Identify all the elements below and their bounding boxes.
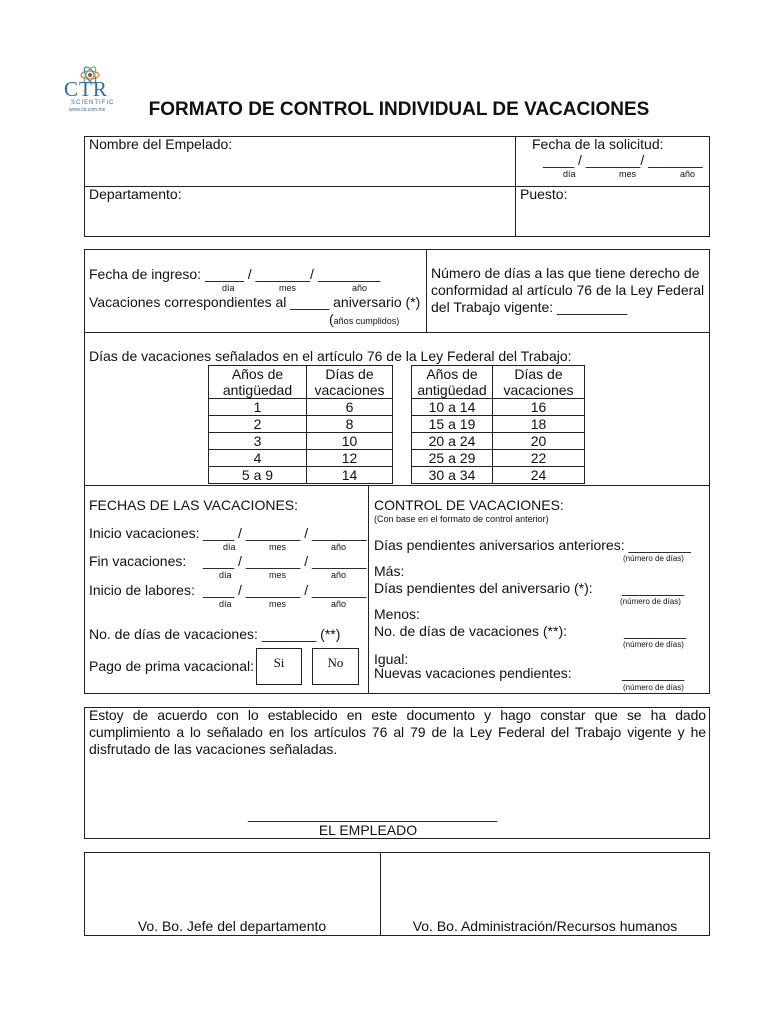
new-pending-field[interactable]: ________	[622, 665, 685, 681]
end-date-label: Fin vacaciones:	[89, 553, 187, 569]
divider	[426, 249, 427, 332]
bonus-no-checkbox[interactable]	[312, 648, 359, 685]
menos-label: Menos:	[374, 606, 420, 622]
table-cell-days: 8	[307, 416, 393, 433]
number-of-days-note: (número de días)	[623, 554, 684, 563]
dept-head-signature-area[interactable]	[86, 854, 378, 916]
date-label-month: mes	[269, 570, 287, 580]
request-date-field[interactable]: ____ / _______/ _______	[543, 152, 703, 168]
employee-signature-label: EL EMPLEADO	[318, 822, 418, 838]
logo-brand: CTR	[64, 77, 108, 101]
control-vacation-days-label: No. de días de vacaciones (**):	[374, 623, 567, 639]
pending-anniversary-label: Días pendientes del aniversario (*):	[374, 580, 593, 596]
table-row	[412, 399, 585, 416]
agreement-line-3: disfrutado de las vacaciones señaladas.	[89, 741, 338, 757]
control-vacation-days-field[interactable]: ________	[624, 623, 687, 639]
date-label-year: año	[331, 570, 347, 580]
header-years: Años de antigüedad	[412, 366, 493, 399]
return-date-label: Inicio de labores:	[89, 582, 195, 598]
igual-label: Igual:	[374, 651, 409, 667]
date-label-month: mes	[269, 542, 287, 552]
divider	[368, 485, 369, 694]
table-cell-years: 10 a 14	[412, 399, 493, 416]
table-row	[412, 450, 585, 467]
employee-signature-line[interactable]: ________________________________	[248, 806, 498, 822]
hr-signature-area[interactable]	[383, 854, 708, 916]
header-days: Días de vacaciones	[493, 366, 585, 399]
date-label-year: año	[331, 542, 347, 552]
end-date-field[interactable]: ____ / _______ / _______	[203, 553, 367, 569]
agreement-line-1: Estoy de acuerdo con lo establecido en este documento y hago constar que se ha dado	[89, 707, 706, 723]
dept-head-approval-label: Vo. Bo. Jefe del departamento	[137, 918, 327, 934]
entitled-days-line-1: Número de días a las que tiene derecho de	[431, 265, 700, 281]
divider	[84, 485, 710, 486]
pending-anniversary-field[interactable]: ________	[622, 580, 685, 596]
table-row	[412, 467, 585, 484]
vacation-dates-title: FECHAS DE LAS VACACIONES:	[89, 497, 299, 513]
date-label-month: mes	[279, 283, 297, 293]
return-date-field[interactable]: ____ / _______ / _______	[203, 582, 367, 598]
table-cell-years: 2	[209, 416, 307, 433]
table-cell-years: 25 a 29	[412, 450, 493, 467]
table-cell-years: 20 a 24	[412, 433, 493, 450]
date-label-day: día	[563, 169, 576, 179]
department-label: Departamento:	[89, 186, 182, 202]
table-cell-days: 18	[493, 416, 585, 433]
date-label-month: mes	[269, 599, 287, 609]
entry-date-field[interactable]: Fecha de ingreso: _____ / _______/ ________	[89, 266, 381, 282]
start-date-field[interactable]: ____ / _______ / _______	[203, 525, 367, 541]
vacations-anniversary-field[interactable]: Vacaciones correspondientes al _____ aniversario (*)	[89, 294, 421, 310]
vacation-control-subtitle: (Con base en el formato de control anterior)	[374, 514, 549, 524]
date-label-day: día	[223, 542, 236, 552]
logo-url: www.ctr.com.mx	[69, 107, 106, 113]
date-label-year: año	[680, 169, 696, 179]
vacation-law-table-right	[411, 365, 585, 484]
anniversary-note-text: años cumplidos)	[333, 316, 400, 326]
table-cell-days: 16	[493, 399, 585, 416]
table-cell-years: 15 a 19	[412, 416, 493, 433]
table-cell-years: 3	[209, 433, 307, 450]
employee-name-field[interactable]	[86, 154, 514, 184]
table-header-row	[412, 366, 585, 399]
table-cell-days: 14	[307, 467, 393, 484]
table-cell-days: 24	[493, 467, 585, 484]
bonus-no-label: No	[327, 655, 344, 670]
vacation-days-field[interactable]: No. de días de vacaciones: _______ (**)	[89, 626, 341, 642]
vacation-control-title: CONTROL DE VACACIONES:	[374, 497, 564, 513]
position-label: Puesto:	[520, 186, 568, 202]
divider	[84, 332, 710, 333]
anniversary-note-open: (	[329, 311, 334, 327]
header-days: Días de vacaciones	[307, 366, 393, 399]
mas-label: Más:	[374, 563, 405, 579]
law-days-intro: Días de vacaciones señalados en el artículo 76 de la Ley Federal del Trabajo:	[89, 348, 572, 364]
table-row	[209, 416, 393, 433]
number-of-days-note: (número de días)	[620, 597, 681, 606]
date-label-day: día	[219, 599, 232, 609]
number-of-days-note: (número de días)	[623, 640, 684, 649]
table-row	[412, 416, 585, 433]
table-cell-days: 6	[307, 399, 393, 416]
entitled-days-line-2: conformidad al artículo 76 de la Ley Federal	[431, 282, 705, 298]
request-date-label: Fecha de la solicitud:	[532, 136, 664, 152]
table-cell-years: 30 a 34	[412, 467, 493, 484]
new-pending-label: Nuevas vacaciones pendientes:	[374, 665, 572, 681]
table-row	[412, 433, 585, 450]
agreement-line-2: cumplimiento a lo señalado en los artículos 76 al 79 de la Ley Federal del Trabajo vigente y he	[89, 724, 706, 740]
number-of-days-note: (número de días)	[623, 683, 684, 692]
pending-previous-field[interactable]: Días pendientes aniversarios anteriores: ________	[374, 537, 691, 553]
table-cell-days: 20	[493, 433, 585, 450]
table-row	[209, 433, 393, 450]
position-field[interactable]	[517, 204, 707, 234]
header-years: Años de antigüedad	[209, 366, 307, 399]
vacation-law-table-left	[208, 365, 393, 484]
logo-subtitle: SCIENTIFIC	[71, 100, 115, 106]
date-label-day: día	[222, 283, 235, 293]
department-field[interactable]	[86, 204, 514, 234]
entitled-days-line-3[interactable]: del Trabajo vigente: _________	[431, 299, 628, 315]
table-cell-years: 4	[209, 450, 307, 467]
date-label-year: año	[331, 599, 347, 609]
table-cell-years: 1	[209, 399, 307, 416]
bonus-yes-checkbox[interactable]	[256, 648, 302, 685]
vacation-bonus-label: Pago de prima vacacional:	[89, 658, 254, 674]
table-header-row	[209, 366, 393, 399]
table-cell-days: 12	[307, 450, 393, 467]
date-label-day: día	[219, 570, 232, 580]
page-title: FORMATO DE CONTROL INDIVIDUAL DE VACACIONES	[148, 99, 650, 120]
table-row	[209, 450, 393, 467]
date-label-month: mes	[619, 169, 637, 179]
start-date-label: Inicio vacaciones:	[89, 525, 200, 541]
date-label-year: año	[352, 283, 368, 293]
anniversary-note	[329, 311, 399, 329]
table-cell-years: 5 a 9	[209, 467, 307, 484]
table-row	[209, 399, 393, 416]
table-cell-days: 22	[493, 450, 585, 467]
table-row	[209, 467, 393, 484]
bonus-yes-label: Si	[273, 655, 285, 670]
table-cell-days: 10	[307, 433, 393, 450]
hr-approval-label: Vo. Bo. Administración/Recursos humanos	[412, 918, 678, 934]
employee-name-label: Nombre del Empelado:	[89, 136, 233, 152]
